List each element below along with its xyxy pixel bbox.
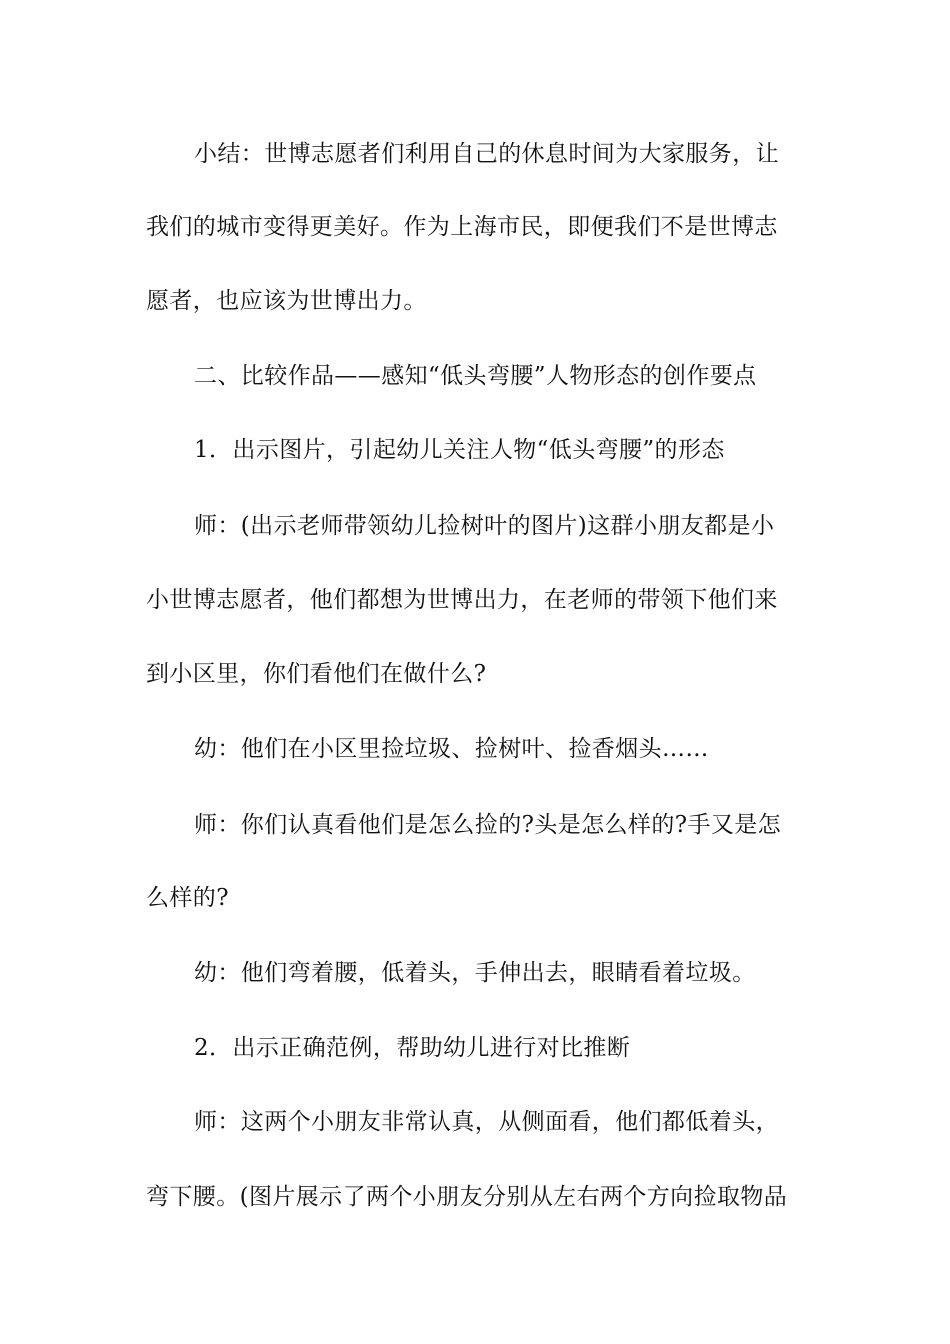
teacher-explanation-line-1: 师：这两个小朋友非常认真，从侧面看，他们都低着头， xyxy=(194,1109,779,1135)
paragraph-summary-line-2: 我们的城市变得更美好。作为上海市民，即便我们不是世博志 xyxy=(146,214,778,240)
section-heading: 二、比较作品——感知“低头弯腰”人物形态的创作要点 xyxy=(194,363,757,389)
teacher-explanation-line-2: 弯下腰。(图片展示了两个小朋友分别从左右两个方向捡取物品 xyxy=(146,1184,788,1210)
paragraph-summary-line-1: 小结：世博志愿者们利用自己的休息时间为大家服务，让 xyxy=(194,141,779,167)
teacher-line-1: 师：(出示老师带领幼儿捡树叶的图片)这群小朋友都是小 xyxy=(194,513,775,539)
step-1-heading: 1．出示图片，引起幼儿关注人物“低头弯腰”的形态 xyxy=(194,437,725,463)
teacher-line-2: 小世博志愿者，他们都想为世博出力，在老师的带领下他们来 xyxy=(146,587,778,613)
child-response-1: 幼：他们在小区里捡垃圾、捡树叶、捡香烟头…… xyxy=(194,736,709,762)
child-response-2: 幼：他们弯着腰，低着头，手伸出去，眼睛看着垃圾。 xyxy=(194,960,756,986)
teacher-question-line-1: 师：你们认真看他们是怎么捡的?头是怎么样的?手又是怎 xyxy=(194,812,782,838)
step-2-heading: 2．出示正确范例，帮助幼儿进行对比推断 xyxy=(194,1035,631,1061)
teacher-line-3: 到小区里，你们看他们在做什么? xyxy=(146,661,487,687)
paragraph-summary-line-3: 愿者，也应该为世博出力。 xyxy=(146,288,427,314)
teacher-question-line-2: 么样的? xyxy=(146,885,229,911)
